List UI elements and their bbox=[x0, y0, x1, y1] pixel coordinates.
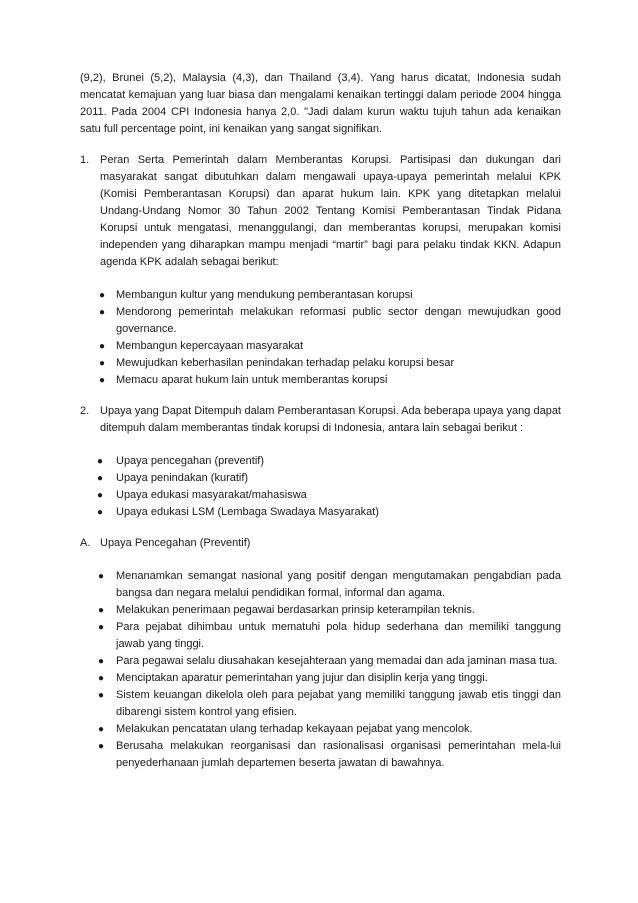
section-a bbox=[80, 535, 561, 552]
section-a-bullet-list bbox=[80, 568, 561, 772]
document-page bbox=[80, 70, 561, 786]
list-item: ● Berusaha melakukan reorganisasi dan rasionalisasi organisasi pemerintahan mela-lui penyederhanaan jumlah departemen beserta jawatan di bawahnya. bbox=[98, 740, 561, 769]
bullet-icon: ● bbox=[98, 741, 105, 752]
section-2 bbox=[80, 403, 561, 437]
bullet-icon: ● bbox=[99, 358, 106, 369]
list-item: ● Upaya pencegahan (preventif) bbox=[80, 453, 561, 470]
list-item: ● Para pejabat dihimbau untuk mematuhi pola hidup sederhana dan memiliki tanggung jawab yang tinggi. bbox=[98, 621, 561, 650]
list-item: ● Menciptakan aparatur pemerintahan yang jujur dan disiplin kerja yang tinggi. bbox=[80, 670, 561, 687]
list-item: ● Melakukan pencatatan ulang terhadap kekayaan pejabat yang mencolok. bbox=[80, 721, 561, 738]
section-2-text: Upaya yang Dapat Ditempuh dalam Pemberantasan Korupsi. Ada beberapa upaya yang dapat ditempuh dalam memberantas tindak korupsi di Indonesia, antara lain sebagai berikut : bbox=[100, 405, 561, 434]
section-2-number: 2. bbox=[80, 405, 90, 417]
intro-paragraph: (9,2), Brunei (5,2), Malaysia (4,3), dan Thailand (3,4). Yang harus dicatat, Indonesia sudah mencatat kemajuan yang luar biasa dan mengalami kenaikan tertinggi dalam periode 2004 hingga 2011. Pada 2004 CPI Indonesia hanya 2,0. "Jadi dalam kurun waktu tujuh tahun ada kenaikan satu full percentage point, ini kenaikan yang sangat signifikan. bbox=[80, 72, 561, 135]
section-a-letter: A. bbox=[80, 537, 91, 549]
section-1-bullet-list bbox=[80, 287, 561, 389]
bullet-icon: ● bbox=[97, 490, 104, 501]
bullet-icon: ● bbox=[98, 622, 105, 633]
list-item: ● Membangun kultur yang mendukung pemberantasan korupsi bbox=[80, 287, 561, 304]
list-item: ● Membangun kepercayaan masyarakat bbox=[80, 338, 561, 355]
bullet-icon: ● bbox=[98, 656, 105, 667]
bullet-icon: ● bbox=[98, 690, 105, 701]
bullet-icon: ● bbox=[99, 375, 106, 386]
list-item: ● Mewujudkan keberhasilan penindakan terhadap pelaku korupsi besar bbox=[80, 355, 561, 372]
bullet-icon: ● bbox=[97, 507, 104, 518]
list-item: ● Para pegawai selalu diusahakan kesejahteraan yang memadai dan ada jaminan masa tua. bbox=[80, 653, 561, 670]
section-1 bbox=[80, 152, 561, 271]
list-item: ● Memacu aparat hukum lain untuk memberantas korupsi bbox=[80, 372, 561, 389]
bullet-icon: ● bbox=[99, 307, 106, 318]
section-1-text: Peran Serta Pemerintah dalam Memberantas Korupsi. Partisipasi dan dukungan dari masyarakat sangat dibutuhkan dalam mengawali upaya-upaya pemerintah melalui KPK (Komisi Pemberantasan Korupsi) dan aparat hukum lain. KPK yang ditetapkan melalui Undang-Undang Nomor 30 Tahun 2002 Tentang Komisi Pemberantasan Tindak Pidana Korupsi untuk mengatasi, menanggulangi, dan memberantas korupsi, merupakan komisi independen yang diharapkan mampu menjadi “martir” bagi para pelaku tindak KKN. Adapun agenda KPK adalah sebagai berikut: bbox=[100, 154, 561, 268]
bullet-icon: ● bbox=[98, 673, 105, 684]
section-2-bullet-list bbox=[80, 453, 561, 521]
list-item: ● Upaya penindakan (kuratif) bbox=[80, 470, 561, 487]
bullet-icon: ● bbox=[97, 473, 104, 484]
list-item: ● Menanamkan semangat nasional yang positif dengan mengutamakan pengabdian pada bangsa dan negara melalui pendidikan formal, informal dan agama. bbox=[98, 570, 561, 599]
list-item: ● Upaya edukasi masyarakat/mahasiswa bbox=[80, 487, 561, 504]
section-1-number: 1. bbox=[80, 154, 90, 166]
bullet-icon: ● bbox=[98, 605, 105, 616]
bullet-icon: ● bbox=[98, 571, 105, 582]
list-item: ● Sistem keuangan dikelola oleh para pejabat yang memiliki tanggung jawab etis tinggi dan dibarengi sistem kontrol yang efisien. bbox=[98, 689, 561, 718]
bullet-icon: ● bbox=[99, 341, 106, 352]
bullet-icon: ● bbox=[98, 724, 105, 735]
list-item: ● Melakukan penerimaan pegawai berdasarkan prinsip keterampilan teknis. bbox=[80, 602, 561, 619]
section-a-heading: Upaya Pencegahan (Preventif) bbox=[100, 537, 251, 549]
bullet-icon: ● bbox=[97, 456, 104, 467]
list-item: ● Upaya edukasi LSM (Lembaga Swadaya Masyarakat) bbox=[80, 504, 561, 521]
list-item: ● Mendorong pemerintah melakukan reformasi public sector dengan mewujudkan good governance. bbox=[99, 306, 561, 335]
bullet-icon: ● bbox=[99, 290, 106, 301]
